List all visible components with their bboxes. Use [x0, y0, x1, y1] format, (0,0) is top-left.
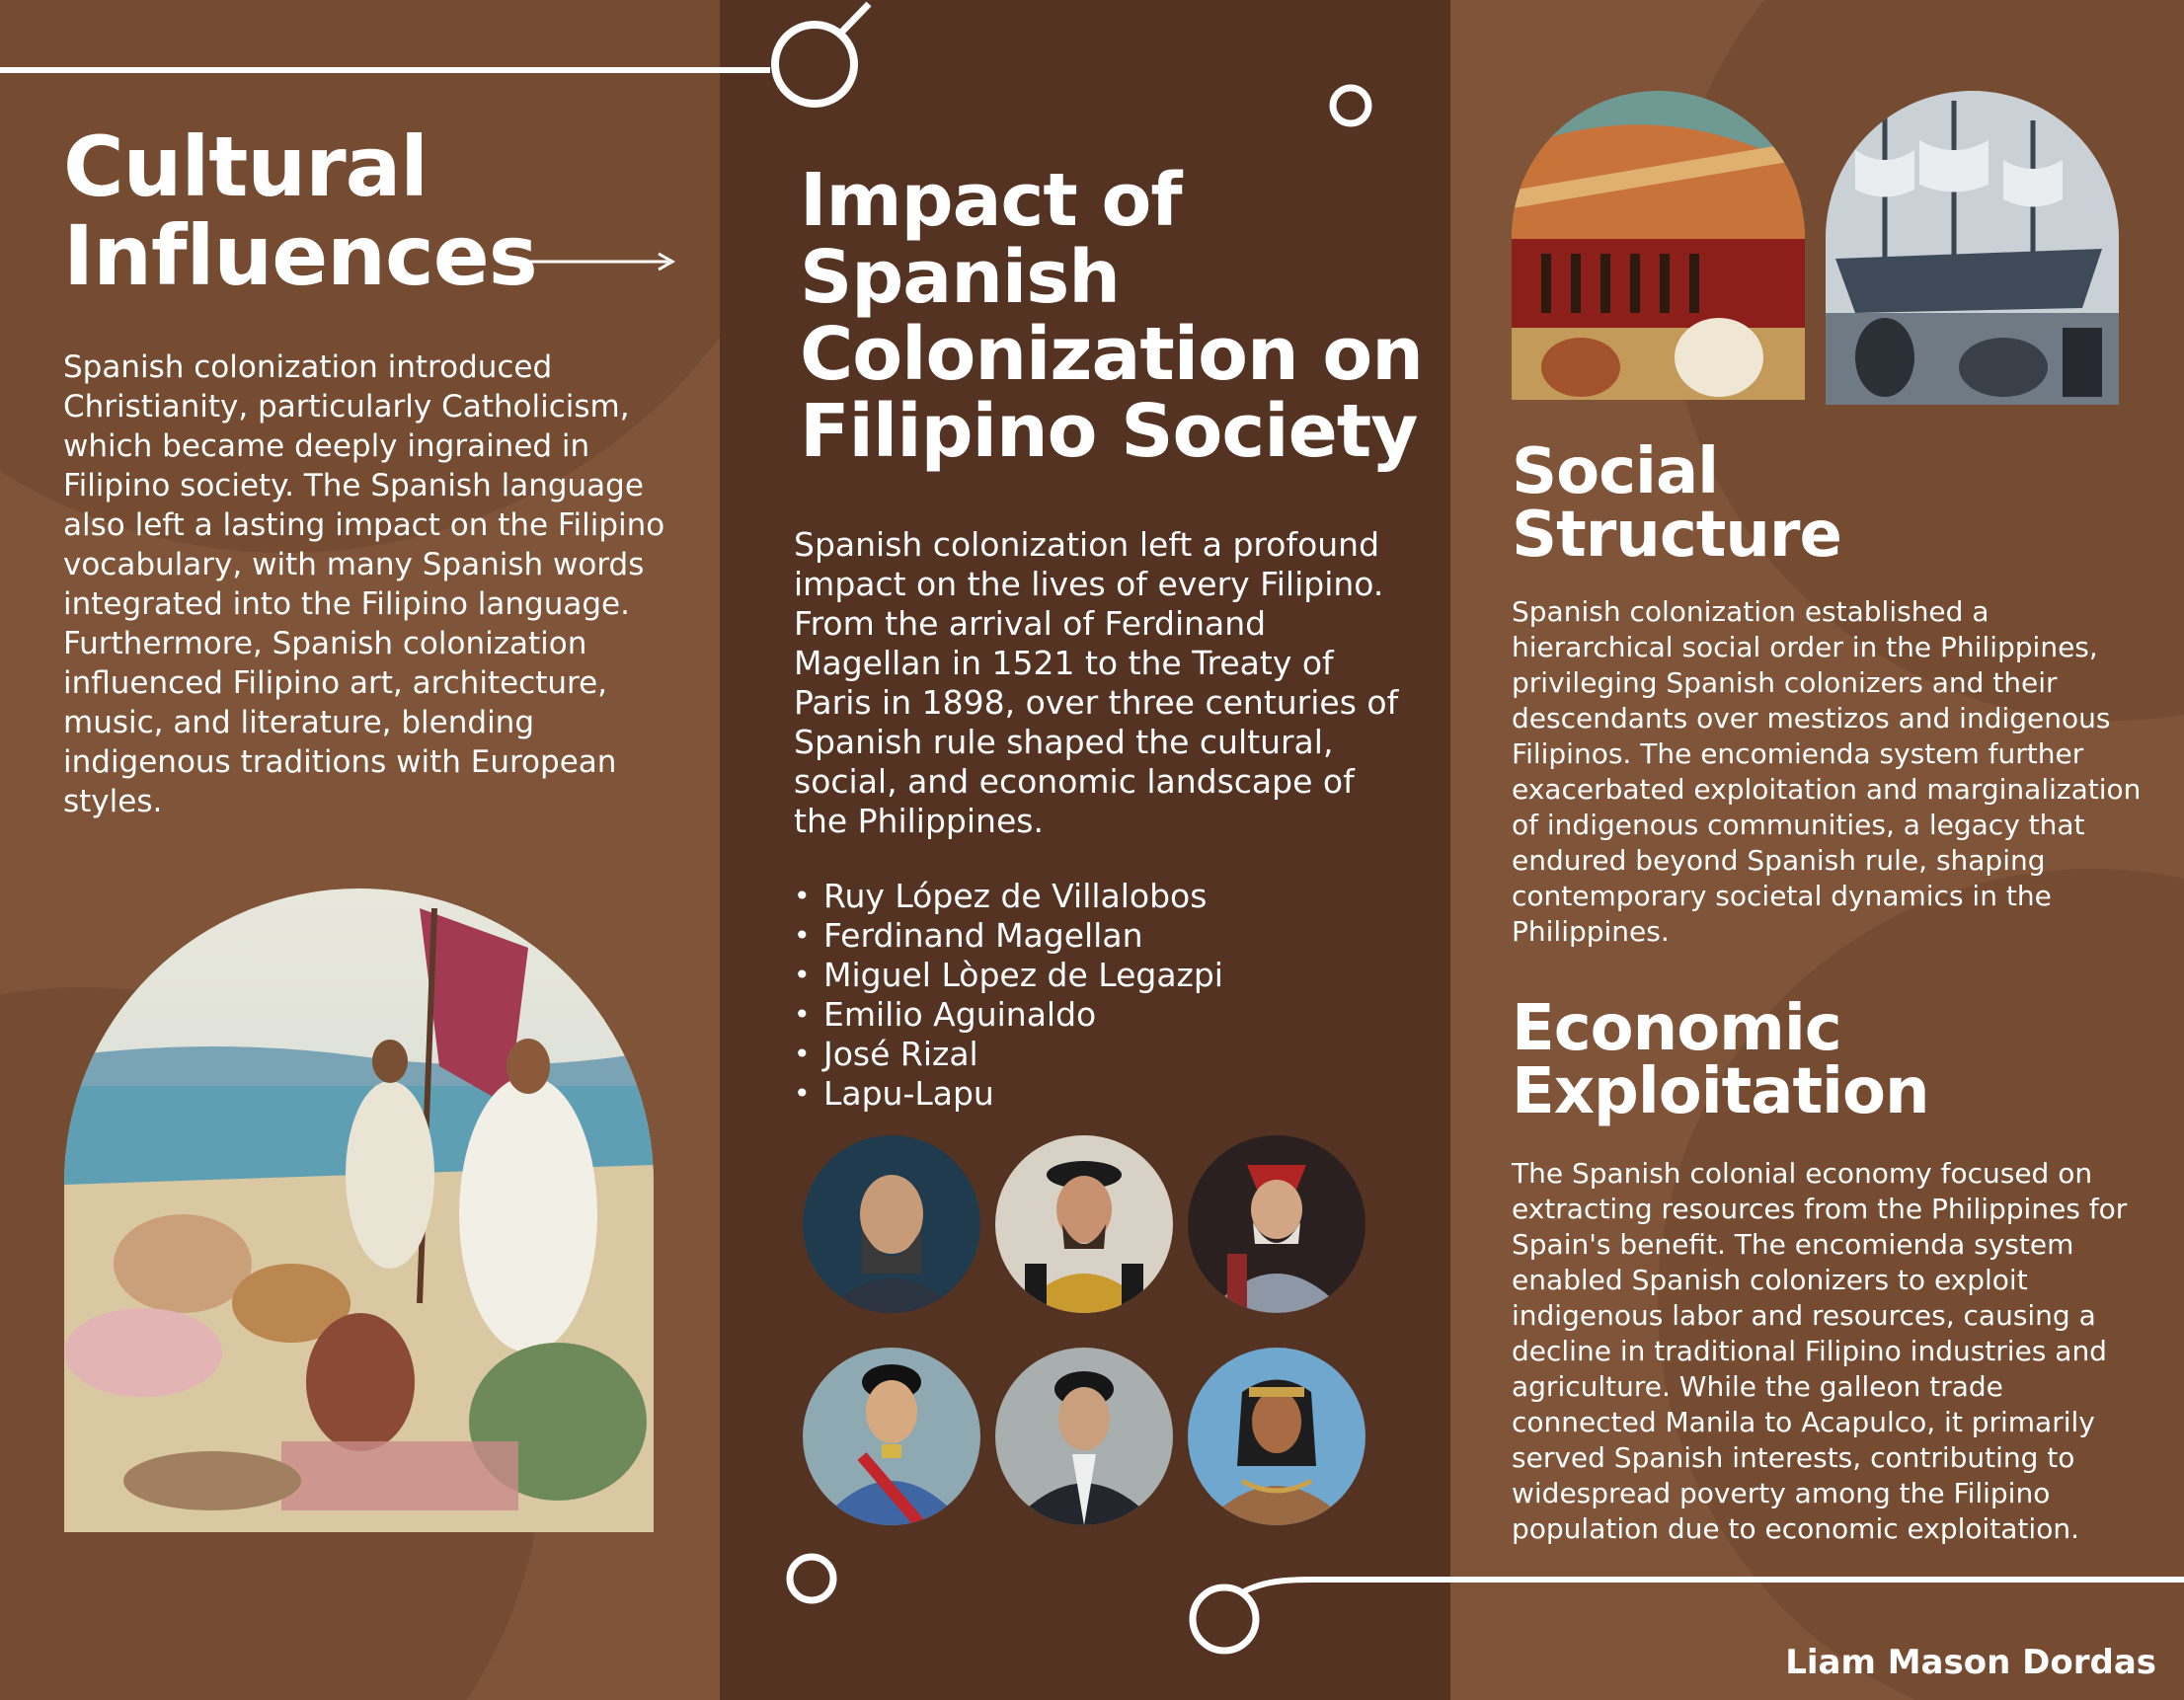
list-item: • Ruy López de Villalobos [794, 877, 1406, 916]
title-line: Economic [1512, 992, 1841, 1065]
title-line: Spanish [800, 235, 1120, 320]
portrait-lapu-lapu [1188, 1348, 1365, 1525]
portrait-image [995, 1135, 1173, 1313]
cultural-influences-body: Spanish colonization introduced Christianity, particularly Catholicism, which became deeply ingrained in Filipino society. The Spanish language also left a lasting impact on the Filipino vocabulary, with many Spanish words integrated into the Filipino language. Furthermore, Spanish colonization influenced Filipino art, architecture, music, and literature, blending indigenous traditions with European styles. [63, 349, 665, 819]
galleon-painting [1826, 91, 2119, 405]
list-item: • Lapu-Lapu [794, 1074, 1406, 1114]
cultural-influences-title [63, 118, 577, 304]
social-structure-title [1512, 435, 2065, 572]
impact-body: Spanish colonization left a profound impact on the lives of every Filipino. From the arrival of Ferdinand Magellan in 1521 to the Treaty of Paris in 1898, over three centuries of Spanish rule shaped the cultural, social, and economic landscape of the Philippines. [794, 525, 1399, 840]
economic-exploitation-body: The Spanish colonial economy focused on extracting resources from the Philippines for Spain's benefit. The encomienda system enabled Spanish colonizers to exploit indigenous labor and resources, causing a decline in traditional Filipino industries and agriculture. While the galleon trade connected Manila to Acapulco, it primarily served Spanish interests, contributing to widespread poverty among the Filipino population due to economic exploitation. [1512, 1157, 2128, 1545]
list-item: • Emilio Aguinaldo [794, 995, 1406, 1035]
portrait-aguinaldo [803, 1348, 980, 1525]
portrait-image [803, 1348, 980, 1525]
portrait-rizal [995, 1348, 1173, 1525]
title-line: Colonization on [800, 312, 1423, 397]
portrait-villalobos [803, 1135, 980, 1313]
title-line: Structure [1512, 499, 1841, 572]
portrait-image [803, 1135, 980, 1313]
title-line: Social [1512, 435, 1719, 508]
portrait-image [1188, 1348, 1365, 1525]
historical-figures-list [794, 877, 1406, 1114]
painting-image [1512, 91, 1805, 400]
title-line: Influences [63, 207, 537, 304]
title-line: Filipino Society [800, 389, 1418, 474]
portrait-image [1188, 1135, 1365, 1313]
title-line: Impact of [800, 158, 1182, 243]
list-item: • José Rizal [794, 1035, 1406, 1074]
portrait-legazpi [1188, 1135, 1365, 1313]
missionary-painting [64, 889, 654, 1532]
author-name: Liam Mason Dordas [1785, 1643, 2156, 1682]
title-line: Cultural [63, 118, 429, 215]
painting-image [1826, 91, 2119, 405]
painting-image [64, 889, 654, 1532]
mural-painting [1512, 91, 1805, 400]
list-item: • Ferdinand Magellan [794, 916, 1406, 956]
impact-title [800, 158, 1432, 474]
portrait-magellan [995, 1135, 1173, 1313]
list-item: • Miguel Lòpez de Legazpi [794, 956, 1406, 995]
arrow-right-icon [510, 252, 676, 271]
economic-exploitation-title [1512, 992, 2104, 1128]
title-line: Exploitation [1512, 1055, 1929, 1128]
portrait-image [995, 1348, 1173, 1525]
social-structure-body: Spanish colonization established a hierarchical social order in the Philippines, privileging Spanish colonizers and their descendants over mestizos and indigenous Filipinos. The encomienda system further exacerbated exploitation and marginalization of indigenous communities, a legacy that endured beyond Spanish rule, shaping contemporary societal dynamics in the Philippines. [1512, 595, 2142, 948]
